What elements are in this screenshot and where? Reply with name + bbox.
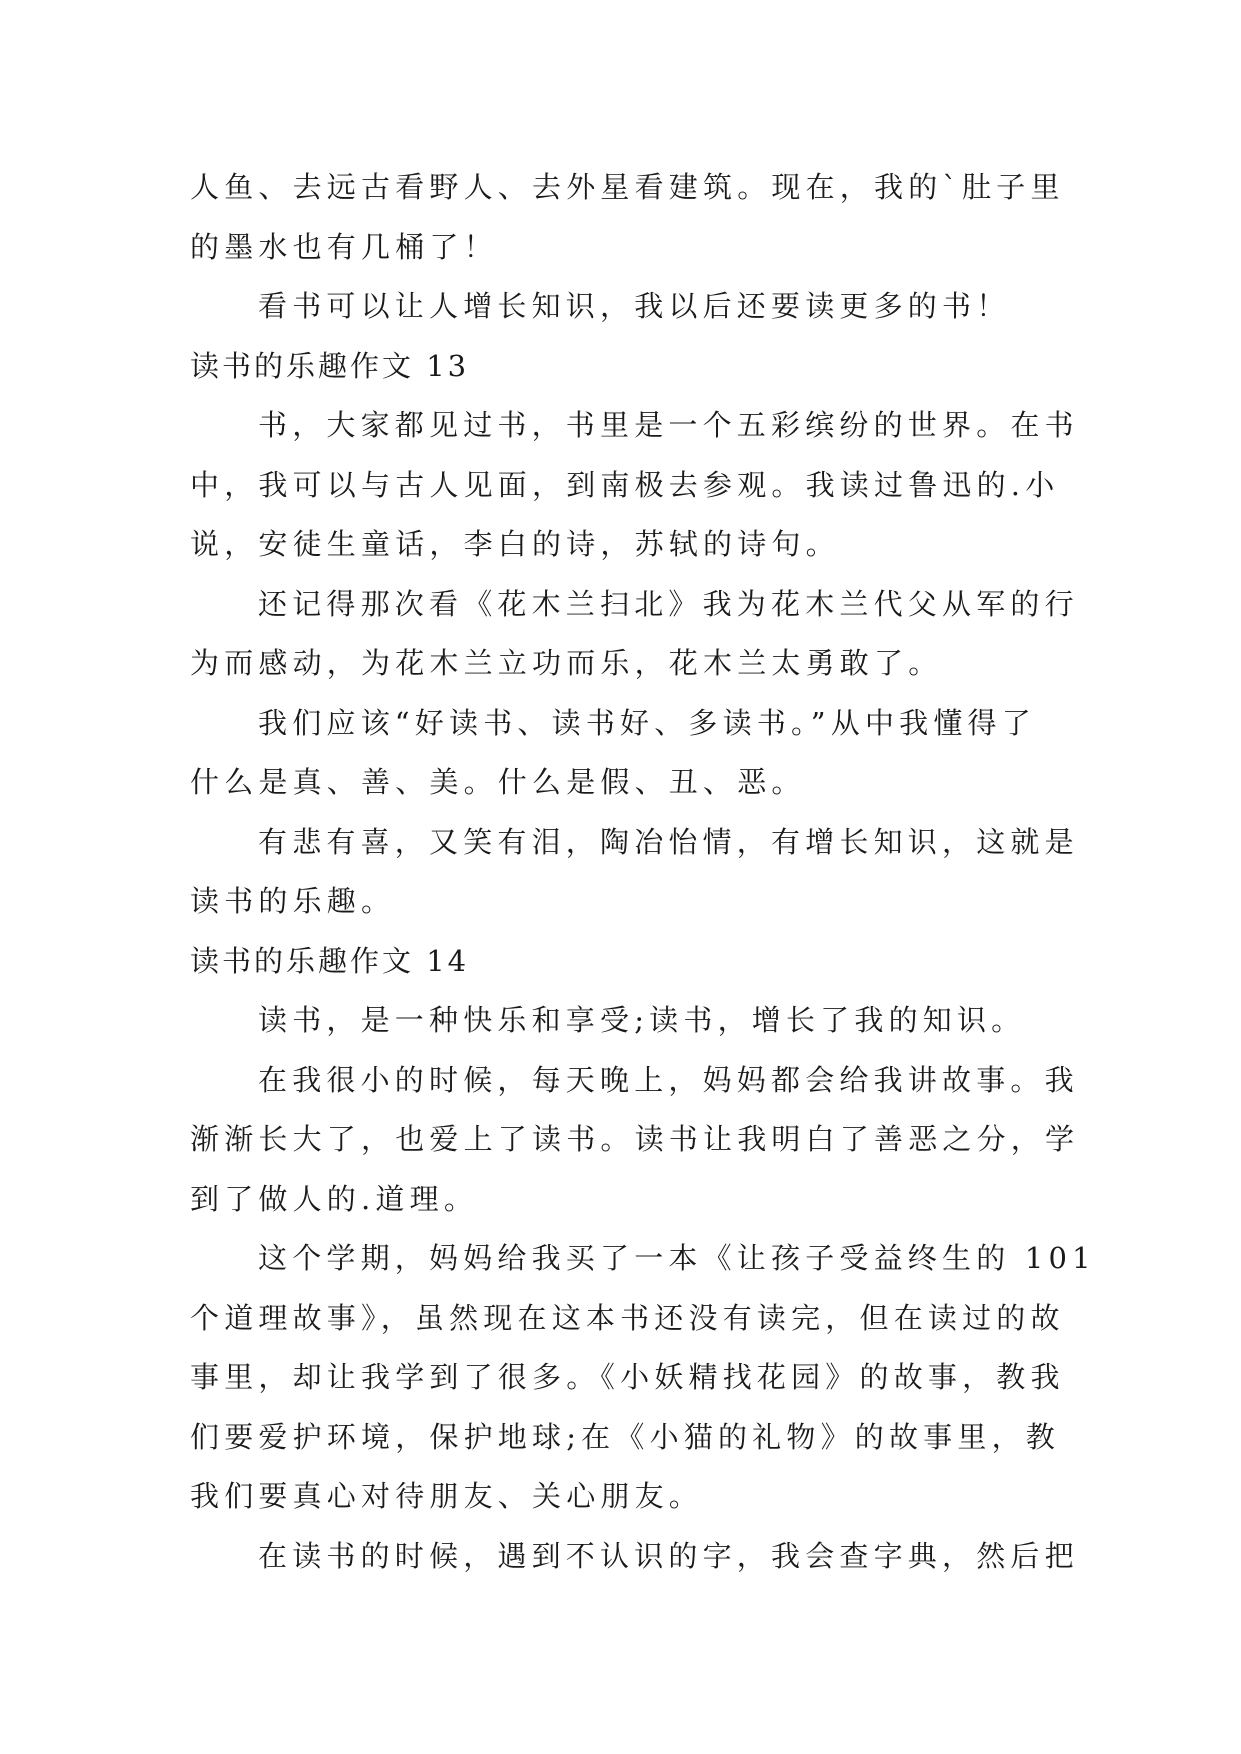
text-line: 我们应该“好读书、读书好、多读书。”从中我懂得了: [258, 705, 1036, 740]
text-line: 在我很小的时候，每天晚上，妈妈都会给我讲故事。我: [258, 1062, 1079, 1097]
document-page: [190, 158, 1096, 1586]
text-line: 有悲有喜，又笑有泪，陶冶怡情，有增长知识，这就是: [258, 824, 1079, 859]
text-line: 中，我可以与古人见面，到南极去参观。我读过鲁迅的.小: [190, 467, 1060, 502]
text-line: 还记得那次看《花木兰扫北》我为花木兰代父从军的行: [258, 586, 1079, 621]
text-line: 我们要真心对待朋友、关心朋友。: [190, 1479, 704, 1513]
text-line: 到了做人的.道理。: [190, 1181, 479, 1216]
text-line: 人鱼、去远古看野人、去外星看建筑。现在，我的`肚子里: [190, 170, 1065, 204]
text-line: 这个学期，妈妈给我买了一本《让孩子受益终生的 101: [258, 1241, 1096, 1275]
text-line: 读书，是一种快乐和享受;读书，增长了我的知识。: [258, 1003, 1026, 1037]
text-line: 的墨水也有几桶了！: [190, 229, 498, 264]
text-line: 个道理故事》，虽然现在这本书还没有读完，但在读过的故: [190, 1300, 1065, 1335]
text-line: 们要爱护环境，保护地球;在《小猫的礼物》的故事里，教: [190, 1419, 1060, 1454]
section-heading: 读书的乐趣作文 14: [190, 943, 470, 978]
text-line: 事里，却让我学到了很多。《小妖精找花园》的故事，教我: [190, 1360, 1065, 1394]
text-line: 看书可以让人增长知识，我以后还要读更多的书！: [258, 289, 1011, 323]
section-heading: 读书的乐趣作文 13: [190, 348, 470, 383]
text-line: 说，安徒生童话，李白的诗，苏轼的诗句。: [190, 527, 840, 561]
text-line: 为而感动，为花木兰立功而乐，花木兰太勇敢了。: [190, 646, 943, 680]
text-line: 书，大家都见过书，书里是一个五彩缤纷的世界。在书: [258, 408, 1079, 442]
text-line: 在读书的时候，遇到不认识的字，我会查字典，然后把: [258, 1538, 1079, 1573]
text-line: 读书的乐趣。: [190, 884, 396, 918]
text-line: 渐渐长大了，也爱上了读书。读书让我明白了善恶之分，学: [190, 1122, 1080, 1156]
text-line: 什么是真、善、美。什么是假、丑、恶。: [190, 765, 806, 799]
